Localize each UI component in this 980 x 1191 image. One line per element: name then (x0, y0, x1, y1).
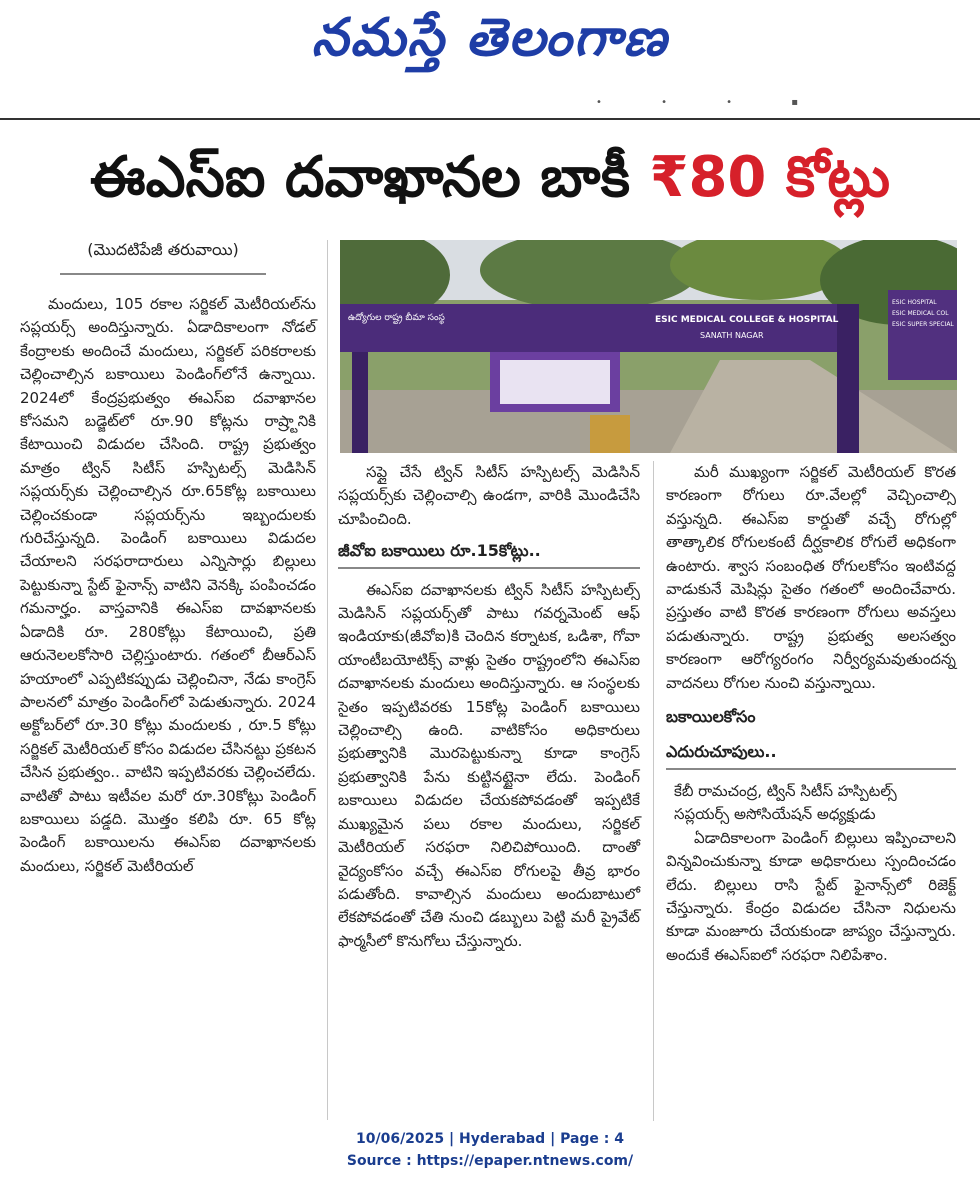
banner-left-text: ఉద్యోగుల రాష్ట్ర బీమా సంస్థ (348, 313, 445, 323)
banner-right-sub: SANATH NAGAR (700, 331, 764, 340)
continuation-tag: (మొదటిపేజీ తరువాయి) (60, 240, 266, 275)
column-divider (653, 461, 654, 1121)
news-photo (340, 240, 957, 453)
headline-text: ఈఎస్ఐ దవాఖానల బాకీ (90, 145, 650, 210)
column-2 (338, 461, 640, 953)
masthead-divider (0, 118, 980, 120)
column-2-body: ఈఎస్ఐ దవాఖానలకు ట్విన్ సిటీస్ హస్పిటల్స్ మెడిసిన్ సప్లయర్స్‌తో పాటు గవర్నమెంట్ ఆఫ్ ఇండియాకు(జీవోఐ)కి చెందిన కర్నాటక, ఒడిశా, గోవా యాంటీబయోటిక్స్ వాళ్లు సైతం రాష్ట్రంలోని ఈఎస్ఐ దవాఖానలకు మందులు అందిస్తున్నారు. ఆ సంస్థలకు సైతం ఇప్పటివరకు 15కోట్ల పెండింగ్ బకాయిలు చెల్లించాల్సి ఉంది. వాటికోసం అధికారులు ప్రభుత్వానికి మొరపెట్టుకున్నా కూడా కాంగ్రెస్ ప్రభుత్వానికి పేను కుట్టినట్టైనా లేదు. పెండింగ్ బకాయిలు విడుదల చేయకపోవడంతో ఇప్పటికే ముఖ్యమైన పలు రకాల మందులు, సర్జికల్ మెటీరియల్ సరఫరా నిలిచిపోయింది. దాంతో వైద్యంకోసం వచ్చే ఈఎస్ఐ రోగులపై తీవ్ర భారం పడుతోంది. కావాల్సిన మందులు అందుబాటులో లేకపోవడంతో చేతి నుంచి డబ్బులు పెట్టి మరీ ప్రైవేట్ ఫార్మసీలో కొనుగోలు చేస్తున్నారు. (338, 580, 640, 950)
byline-role: సప్లయర్స్ అసోసియేషన్ అధ్యక్షుడు (674, 805, 876, 824)
footer-date-line: 10/06/2025 | Hyderabad | Page : 4 (355, 1131, 625, 1147)
footer-source-line: Source : https://epaper.ntnews.com/ (346, 1153, 634, 1169)
column-3-subhead-2: ఎదురుచూపులు.. (666, 740, 956, 769)
column-divider (327, 240, 328, 1120)
column-3-body-2: ఏడాదికాలంగా పెండింగ్ బిల్లులు ఇప్పించాలని విన్నవించుకున్నా కూడా అధికారులు స్పందించడం లేదు. బిల్లులు రాసి స్టేట్ ఫైనాన్స్‌లో రిజెక్ట్ చేస్తున్నారు. కేంద్రం విడుదల చేసినా నిధులను కూడా మంజూరు చేయకుండా జాప్యం చేస్తున్నారు. అందుకే ఈఎస్ఐలో సరఫరా నిలిపేశాం. (666, 828, 956, 964)
headline-amount: ₹80 కోట్లు (649, 145, 890, 210)
column-1 (20, 293, 316, 878)
registration-marks: • • • ▪ (596, 97, 827, 108)
byline-name: కేబీ రామచంద్ర, ట్విన్ సిటీస్ హస్పిటల్స్ (674, 781, 897, 800)
footer (0, 1128, 980, 1172)
banner-right-text: ESIC MEDICAL COLLEGE & HOSPITAL (655, 315, 839, 325)
headline (0, 128, 980, 228)
column-1-paragraph: మందులు, 105 రకాల సర్జికల్ మెటీరియల్‌ను సప్లయర్స్ అందిస్తున్నారు. ఏడాదికాలంగా నోడల్ కేంద్రాలకు అందించే మందులు, సర్జికల్ పరికరాలకు చెల్లించాల్సిన బకాయిలు పెండింగ్‌లోనే ఉన్నాయి. 2024లో కేంద్రప్రభుత్వం ఈఎస్ఐ దవాఖానల కోసమని బడ్జెట్‌లో రూ.90 కోట్లను రాష్ర్టానికి కేటాయించి విడుదల చేసింది. రాష్ట్ర ప్రభుత్వం మాత్రం ట్విన్ సిటీస్ హస్పిటల్స్ మెడిసిన్ సప్లయర్స్‌కు చెల్లించాల్సిన రూ.65కోట్ల బకాయిలు చెల్లించకుండా సప్లయర్స్‌ను ఇబ్బందులకు గురిచేస్తున్నది. పెండింగ్ బకాయిలు విడుదల చేయాలని సరఫరాదారులు ఎన్నిసార్లు బిల్లులు పెట్టుకున్నా స్టేట్ ఫైనాన్స్ వాటిని వెనక్కి పంపించడం గమనార్హం. వాస్తవానికి ఈఎస్ఐ దావఖానలకు ఏడాదికి రూ. 280కోట్లు కేటాయించి, ప్రతి ఆరునెలలకోసారి చెల్లిస్తుంటారు. గతంలో బీఆర్ఎస్ హయాంలో ఎప్పటికప్పుడు చెల్లించినా, నేడు కాంగ్రెస్ పాలనలో మాత్రం పెండింగ్‌లో పెడుతున్నారు. 2024 అక్టోబర్‌లో రూ.30 కోట్లు మందులకు , రూ.5 కోట్లు సర్జికల్ మెటీరియల్ కోసం విడుదల చేసినట్టు ప్రకటన చేసిన ప్రభుత్వం.. వాటిని ఇప్పటివరకు చెల్లించలేదు. వాటితో పాటు ఇటీవల మరో రూ.30కోట్లు పెండింగ్ బకాయిలు పడ్డది. మొత్తం కలిపి రూ. 65 కోట్ల పెండింగ్ బకాయిలను ఈఎస్ఐ దవాఖానలకు మందులు, సర్జికల్ మెటీరియల్ (20, 295, 316, 875)
column-3-body-1: మరీ ముఖ్యంగా సర్జికల్ మెటీరియల్ కొరత కారణంగా రోగులు రూ.వేలల్లో వెచ్చించాల్సి వస్తున్నది. ఈఎస్ఐ కార్డుతో వచ్చే రోగుల్లో తాత్కాలిక రోగులకంటే దీర్ఘకాలిక రోగులే అధికంగా ఉంటారు. శ్వాస సంబంధిత రోగులకోసం ఇంటివద్ద వాడుకునే మెషిన్లు సైతం గతంలో అందించేవారు. ప్రస్తుతం వాటి కొరత కారణంగా రోగులు అవస్తలు పడుతున్నారు. రాష్ట్ర ప్రభుత్వ అలసత్వం కారణంగా ఆరోగ్యరంగం నిర్వీర్యమవుతుందన్న వాదనలు రోగుల నుంచి వస్తున్నాయి. (666, 463, 956, 692)
masthead (0, 0, 980, 92)
column-2-subhead: జీవోఐ బకాయిలు రూ.15కోట్లు.. (338, 539, 640, 568)
side-sign-1: ESIC HOSPITAL (892, 299, 937, 306)
newspaper-logo: నమస్తే తెలంగాణ (311, 8, 669, 68)
column-3 (666, 461, 956, 967)
side-sign-2: ESIC MEDICAL COL (892, 310, 949, 317)
hospital-gate-photo (340, 240, 957, 453)
side-sign-3: ESIC SUPER SPECIAL (892, 321, 954, 328)
column-2-intro: సప్లై చేసే ట్విన్ సిటీస్ హస్పిటల్స్ మెడిసిన్ సప్లయర్స్‌కు చెల్లించాల్సి ఉండగా, వారికి మొండిచేసి చూపించింది. (338, 463, 640, 528)
column-3-subhead-1: బకాయిలకోసం (666, 707, 756, 727)
